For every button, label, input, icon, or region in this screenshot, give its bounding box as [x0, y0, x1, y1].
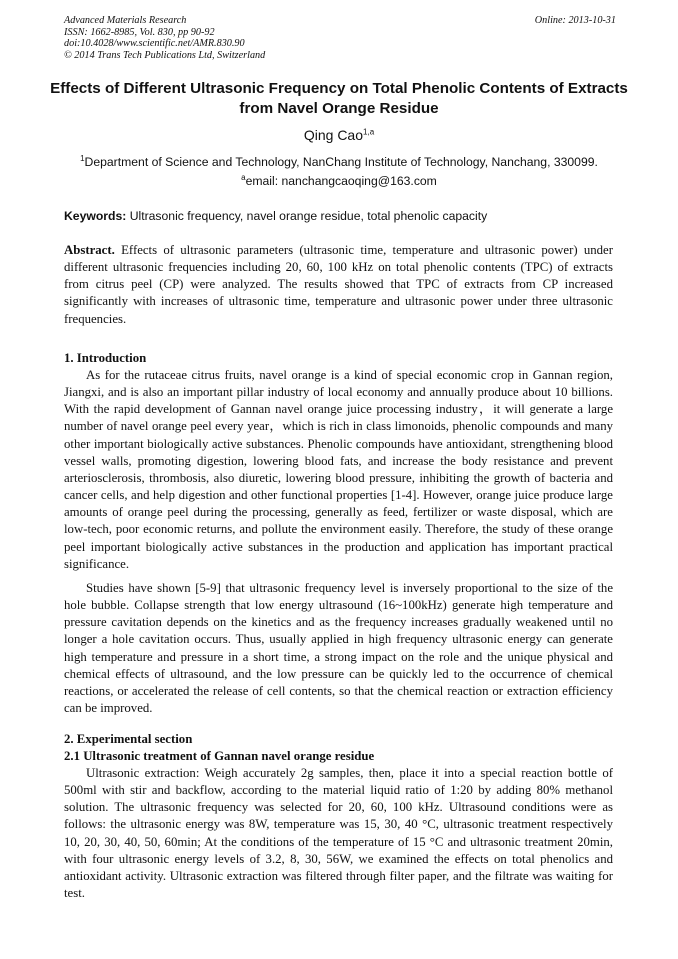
affiliation-line — [0, 155, 678, 169]
email-line — [0, 174, 678, 188]
keywords-label: Keywords: — [64, 209, 127, 223]
affiliation-superscript: 1 — [80, 153, 85, 163]
email-superscript: a — [241, 172, 246, 182]
keywords — [64, 209, 616, 223]
doi-line: doi:10.4028/www.scientific.net/AMR.830.90 — [64, 38, 245, 49]
experimental-paragraph-1: Ultrasonic extraction: Weigh accurately 2g samples, then, place it into a special reaction bottle of 500ml with stir and backflow, according to the material liquid ratio of 1:20 by adding 80% methanol solution. The ultrasonic frequency was selected for 20, 60, 100 kHz. Ultrasound conditions were as follows: the ultrasonic energy was 8W, temperature was 15, 30, 40 °C, ultrasonic treatment respectively 10, 20, 30, 40, 50, 60min; At the conditions of the temperature of 15 °C and ultrasonic treatment 20min, with four ultrasonic energy levels of 3.2, 8, 30, 56W, we examined the effects on total phenolics and antioxidant activity. Ultrasonic extraction was filtered through filter paper, and the filtrate was waiting for test. — [64, 766, 613, 901]
section-heading-experimental: 2. Experimental section — [64, 732, 193, 746]
section-heading-introduction: 1. Introduction — [64, 351, 147, 365]
abstract-text: Effects of ultrasonic parameters (ultrasonic time, temperature and ultrasonic power) under different ultrasonic frequencies including 20, 60, 100 kHz on total phenolic contents (TPC) of extracts from citrus peel (CP) were analyzed. The results showed that TPC of extracts from CP increased significantly with increases of ultrasonic time, temperature and ultrasonic power under three ultrasonic frequencies. — [64, 243, 613, 326]
intro-paragraph-2: Studies have shown [5-9] that ultrasonic frequency level is inversely proportional to the size of the hole bubble. Collapse strength that low energy ultrasound (16~100kHz) generate high temperature and pressure cavitation depends on the kinetics and as the frequency increases gradually weakened until no longer a hole cavitation occurs. Thus, usually applied in high frequency ultrasonic energy can generate high temperature and pressure in a short time, a strong impact on the role and the unique physical and chemical effects of ultrasound, and the low pressure can be quickly led to the occurrence of chemical reactions, or accelerated the release of cell contents, so that the chemical reaction or extraction efficiency can be improved. — [64, 581, 613, 716]
keywords-text: Ultrasonic frequency, navel orange residue, total phenolic capacity — [129, 209, 488, 223]
author-name: Qing Cao — [303, 127, 364, 143]
abstract — [64, 242, 613, 328]
copyright-line: © 2014 Trans Tech Publications Ltd, Switzerland — [64, 49, 266, 61]
email-text: email: nanchangcaoqing@163.com — [245, 174, 437, 188]
journal-header — [64, 15, 616, 61]
affiliation-text: Department of Science and Technology, NanChang Institute of Technology, Nanchang, 330099. — [84, 155, 598, 169]
paper-title: Effects of Different Ultrasonic Frequency on Total Phenolic Contents of Extracts from Navel Orange Residue — [50, 80, 628, 117]
online-date: Online: 2013-10-31 — [534, 15, 616, 26]
subsection-heading-ultrasonic-treatment: 2.1 Ultrasonic treatment of Gannan navel orange residue — [64, 749, 375, 763]
author-line — [0, 127, 678, 143]
author-superscript: 1,a — [363, 127, 375, 137]
issn-line: ISSN: 1662-8985, Vol. 830, pp 90-92 — [64, 26, 215, 38]
journal-name: Advanced Materials Research — [64, 15, 187, 26]
abstract-label: Abstract. — [64, 243, 115, 257]
intro-paragraph-1: As for the rutaceae citrus fruits, navel orange is a kind of special economic crop in Gannan region, Jiangxi, and is also an important pillar industry of local economy and annually produce about 10 billions. With the rapid development of Gannan navel orange juice processing industry，it will generate a large number of navel orange peel every year，which is rich in class limonoids, phenolic compounds and many other important biologically active substances. Phenolic compounds have antioxidant, strengthening blood vessel walls, promoting digestion, lowering blood fats, and increase the body resistance and prevent arteriosclerosis, thrombosis, also diuretic, lowering blood pressure, inhibiting the growth of bacteria and cancer cells, and help digestion and other functional properties [1-4]. However, orange juice produce large amounts of orange peel during the processing, generally as feed, fertilizer or waste disposal, which are low-tech, poor economic returns, and pollute the environment easily. Therefore, the study of these orange peel important biologically active substances in the production and application has important practical significance. — [64, 368, 613, 571]
